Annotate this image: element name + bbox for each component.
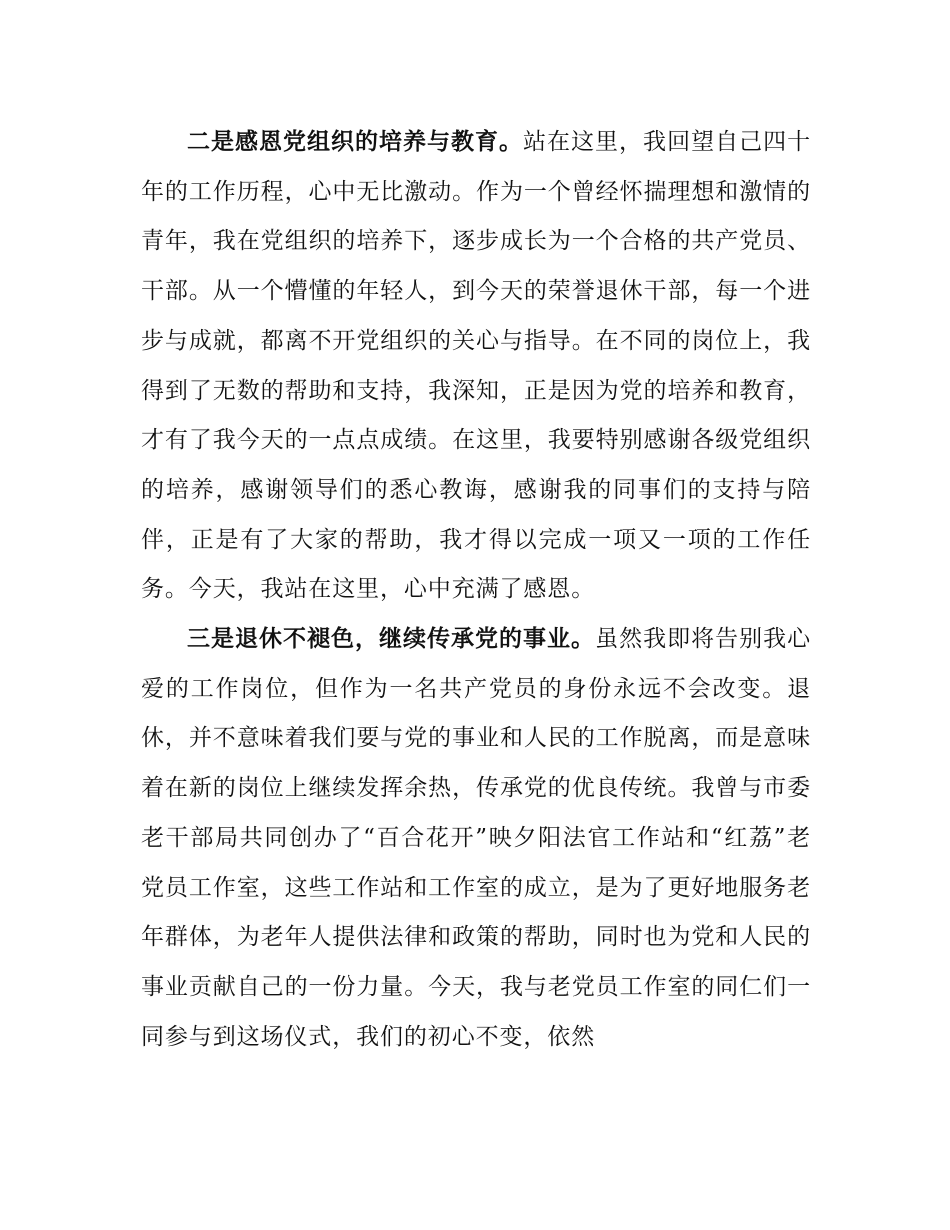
paragraph-gratitude: [141, 118, 811, 615]
paragraph-retirement: [141, 615, 811, 1062]
document-body: [141, 118, 811, 1062]
paragraph-text: 站在这里，我回望自己四十年的工作历程，心中无比激动。作为一个曾经怀揣理想和激情的青年，我在党组织的培养下，逐步成长为一个合格的共产党员、干部。从一个懵懂的年轻人，到今天的荣誉退休干部，每一个进步与成就，都离不开党组织的关心与指导。在不同的岗位上，我得到了无数的帮助和支持，我深知，正是因为党的培养和教育，才有了我今天的一点点成绩。在这里，我要特别感谢各级党组织的培养，感谢领导们的悉心教诲，感谢我的同事们的支持与陪伴，正是有了大家的帮助，我才得以完成一项又一项的工作任务。今天，我站在这里，心中充满了感恩。: [141, 129, 811, 603]
paragraph-heading: 三是退休不褪色，继续传承党的事业。: [187, 626, 596, 653]
paragraph-text: 虽然我即将告别我心爱的工作岗位，但作为一名共产党员的身份永远不会改变。退休，并不意味着我们要与党的事业和人民的工作脱离，而是意味着在新的岗位上继续发挥余热，传承党的优良传统。我曾与市委老干部局共同创办了“百合花开”映夕阳法官工作站和“红荔”老党员工作室，这些工作站和工作室的成立，是为了更好地服务老年群体，为老年人提供法律和政策的帮助，同时也为党和人民的事业贡献自己的一份力量。今天，我与老党员工作室的同仁们一同参与到这场仪式，我们的初心不变，依然: [141, 626, 811, 1050]
paragraph-heading: 二是感恩党组织的培养与教育。: [187, 129, 524, 155]
